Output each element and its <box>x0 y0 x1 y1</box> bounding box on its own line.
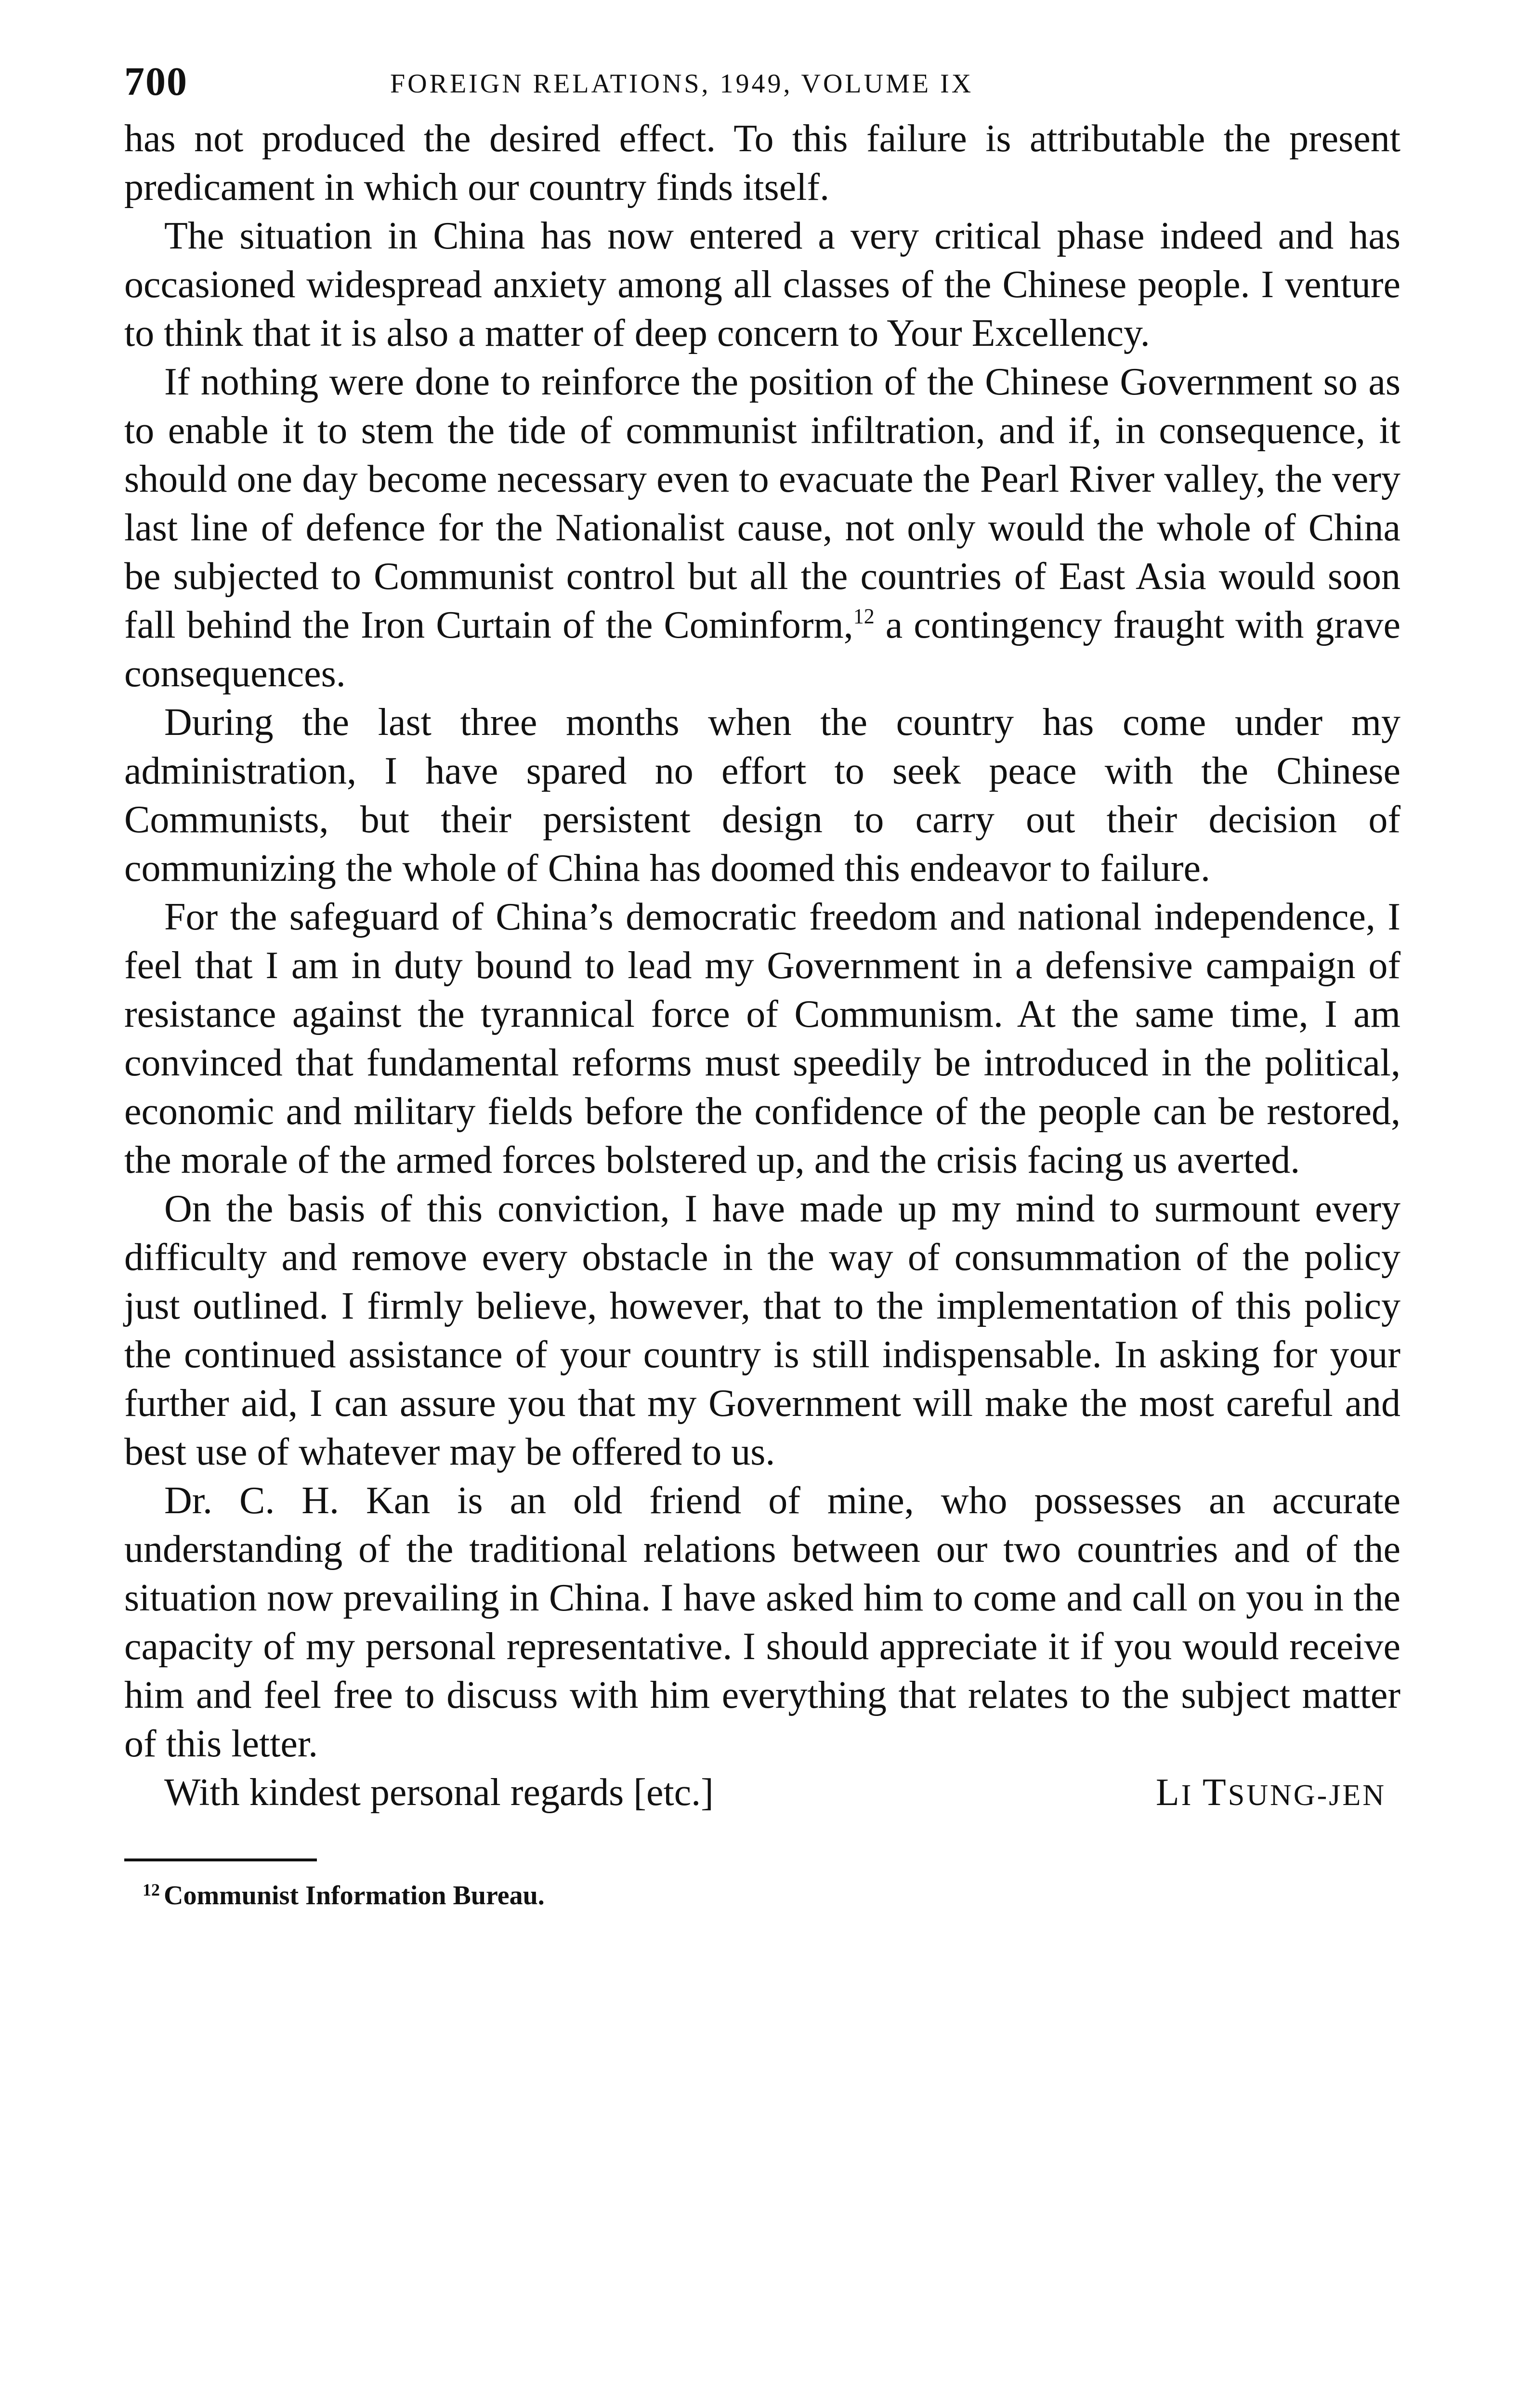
paragraph-3-text: If nothing were done to reinforce the position of the Chinese Government so as to enable it to stem the tide of communist infiltration, and if, in consequence, it should one day become necessary even to evacuate the Pearl River valley, the very last line of defence for the Nationalist cause, not only would the whole of China be subjected to Communist control but all the countries of East Asia would soon fall behind the Iron Curtain of the Cominform, <box>124 361 1400 646</box>
signature-rest-2: SUNG-JEN <box>1228 1779 1386 1812</box>
paragraph-1: has not produced the desired effect. To this failure is attributable the present predicament in which our country finds itself. <box>124 118 1400 209</box>
footnote-number: 12 <box>143 1880 160 1899</box>
page-number: 700 <box>124 59 188 104</box>
salutation: With kindest personal regards [etc.] <box>164 1771 714 1814</box>
footnote <box>143 1880 1400 1912</box>
document-page <box>124 59 1400 2408</box>
footnote-text: Communist Information Bureau. <box>164 1881 545 1911</box>
paragraph-7: Dr. C. H. Kan is an old friend of mine, who possesses an accurate understanding of the traditional relations between our two countries and of the situation now prevailing in China. I have asked him to come and call on you in the capacity of my personal representative. I should appreciate it if you would receive him and feel free to discuss with him everything that relates to the subject matter of this letter. <box>124 1479 1400 1765</box>
paragraph-4: During the last three months when the country has come under my administration, I have spared no effort to seek peace with the Chinese Communists, but their persistent design to carry out their decision of communizing the whole of China has doomed this endeavor to failure. <box>124 701 1400 890</box>
paragraph-6: On the basis of this conviction, I have made up my mind to surmount every difficulty and remove every obstacle in the way of consummation of the policy just outlined. I firmly believe, however, that to the implementation of this policy the continued assistance of your country is still indispensable. In asking for your further aid, I can assure you that my Government will make the most careful and best use of whatever may be offered to us. <box>124 1188 1400 1473</box>
signature-rest-1: I <box>1181 1779 1203 1812</box>
footnote-divider <box>124 1858 317 1861</box>
signature-initial-1: L <box>1155 1771 1181 1814</box>
paragraph-3-text-continued: a contingency fraught with grave consequences. <box>124 604 1400 695</box>
signature-initial-2: T <box>1202 1771 1228 1814</box>
signature <box>1116 1768 1386 1820</box>
page-header <box>124 59 1400 115</box>
running-head: FOREIGN RELATIONS, 1949, VOLUME IX <box>390 69 974 99</box>
paragraph-3 <box>124 358 1400 698</box>
closing-line <box>124 1768 1400 1820</box>
footnote-reference: 12 <box>853 604 875 628</box>
paragraph-2: The situation in China has now entered a very critical phase indeed and has occasioned widespread anxiety among all classes of the Chinese people. I venture to think that it is also a matter of deep concern to Your Excellency. <box>124 215 1400 354</box>
paragraph-5: For the safeguard of China’s democratic freedom and national independence, I feel that I am in duty bound to lead my Government in a defensive campaign of resistance against the tyrannical force of Communism. At the same time, I am convinced that fundamental reforms must speedily be introduced in the political, economic and military fields before the confidence of the people can be restored, the morale of the armed forces bolstered up, and the crisis facing us averted. <box>124 896 1400 1181</box>
letter-body <box>124 115 1400 1820</box>
